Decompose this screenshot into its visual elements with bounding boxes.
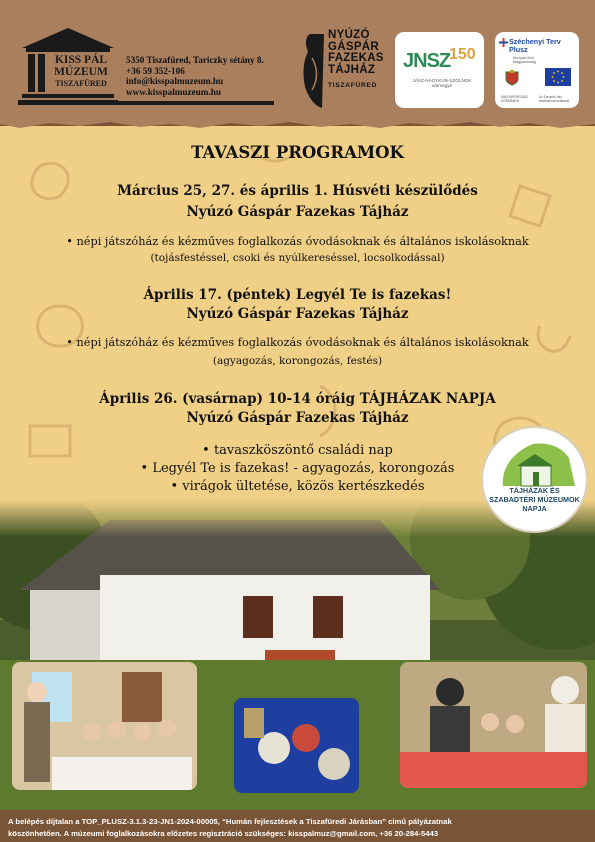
page-title: TAVASZI PROGRAMOK: [191, 143, 404, 162]
szechenyi-subtitle: [513, 56, 536, 64]
tajhaz-line2: GÁSPÁR: [328, 40, 380, 53]
jnsz-logo-card: [395, 32, 484, 108]
museum-column: [28, 54, 35, 92]
event-2-title: Április 17. (péntek) Legyél Te is fazekas!: [143, 287, 452, 303]
footer-line-1: A belépés díjtalan a TOP_PLUSZ-3.1.3-23-JN1-2024-00005, “Humán fejlesztések a Tiszafüredi Járásban” című pályázatnak: [8, 817, 452, 826]
szechenyi-title-line2: Plusz: [509, 45, 528, 54]
tajhaz-line3: FAZEKAS: [328, 52, 384, 64]
szechenyi-foot-right-line2: társfinanszírozásával: [539, 98, 569, 103]
footer-line-2: köszönhetően. A múzeumi foglalkozásokra előzetes regisztráció szükséges: kisspalmuz@gmail.com, +36 20-284-5443: [8, 828, 439, 838]
event-3-bullet-3: • virágok ültetése, közös kertészkedés: [170, 479, 425, 494]
jnsz-logo-number: 150: [449, 46, 476, 63]
contact-phone: +36 59 352-106: [126, 65, 185, 76]
badge-text: [483, 486, 586, 513]
museum-name-line1: KISS PÁL: [54, 54, 108, 66]
szechenyi-subtitle-line2: Magyarország: [513, 60, 536, 64]
contact-block: [126, 55, 264, 97]
event-3-bullet-2: • Legyél Te is fazekas! - agyagozás, korongozás: [140, 461, 455, 476]
event-2-bullet-1: • népi játszóház és kézműves foglalkozás óvodásoknak és általános iskolásoknak: [66, 336, 529, 349]
szechenyi-title-line1: Széchenyi Terv: [509, 37, 561, 46]
szechenyi-subtitle-line1: Európai Unió: [513, 56, 534, 60]
event-3-bullet-1: • tavaszköszöntő családi nap: [202, 443, 393, 458]
jnsz-logo-subtitle: JÁSZ-NAGYKUN-SZOLNOK vármegye: [412, 78, 472, 88]
museum-column: [38, 54, 45, 92]
event-1-bullet-2: (tojásfestéssel, csoki és nyúlkereséssel, locsolkodással): [150, 252, 445, 264]
tajhazak-napja-badge: [481, 426, 588, 533]
szechenyi-foot-right-line1: Az Európai Unió: [539, 95, 563, 99]
tajhaz-line4: TÁJHÁZ: [328, 63, 376, 76]
event-3-title: Április 26. (vasárnap) 10-14 óráig TÁJHÁZAK NAPJA: [99, 391, 496, 407]
szechenyi-foot-left-line1: MAGYARORSZÁG: [501, 95, 529, 99]
museum-name-line3: TISZAFÜRED: [55, 79, 107, 88]
museum-name: [48, 54, 114, 90]
badge-line3: NAPJA: [522, 504, 547, 513]
plus-icon: [499, 38, 508, 47]
contact-divider: [18, 101, 274, 105]
event-2-location: Nyúzó Gáspár Fazekas Tájház: [186, 306, 409, 322]
szechenyi-foot-right: [539, 96, 569, 103]
szechenyi-foot-left: [501, 96, 528, 103]
children-activity-photo: [400, 662, 587, 788]
museum-roof: [22, 28, 114, 48]
event-1-location: Nyúzó Gáspár Fazekas Tájház: [186, 204, 409, 220]
event-1-bullet-1: • népi játszóház és kézműves foglalkozás óvodásoknak és általános iskolásoknak: [66, 235, 529, 248]
badge-line2: SZABADTÉRI MÚZEUMOK: [489, 495, 580, 504]
eu-flag-icon: [545, 68, 571, 86]
contact-website[interactable]: www.kisspalmuzeum.hu: [126, 86, 221, 97]
tajhaz-logo-text: [328, 30, 384, 92]
contact-address: 5350 Tiszafüred, Tariczky sétány 8.: [126, 55, 264, 65]
workshop-photo: [12, 662, 197, 790]
badge-line1: TÁJHÁZAK ÉS: [509, 486, 560, 495]
jnsz-logo-text: JNSZ: [403, 50, 451, 72]
contact-email[interactable]: info@kisspalmuzeum.hu: [126, 76, 224, 86]
museum-name-line2: MÚZEUM: [54, 66, 108, 78]
tajhaz-line5: TISZAFÜRED: [328, 82, 378, 89]
szechenyi-logo-card: [495, 32, 579, 108]
event-2-bullet-2: (agyagozás, korongozás, festés): [212, 355, 383, 367]
szechenyi-foot-left-line2: KORMÁNYA: [501, 98, 520, 103]
footer-text: [8, 816, 588, 839]
coat-of-arms-icon: [505, 70, 519, 86]
easter-table-photo: [234, 698, 359, 793]
tajhaz-line1: NYÚZÓ: [328, 29, 370, 41]
event-3-location: Nyúzó Gáspár Fazekas Tájház: [186, 410, 409, 426]
event-1-title: Március 25, 27. és április 1. Húsvéti készülődés: [117, 183, 478, 199]
szechenyi-title: [509, 38, 561, 54]
